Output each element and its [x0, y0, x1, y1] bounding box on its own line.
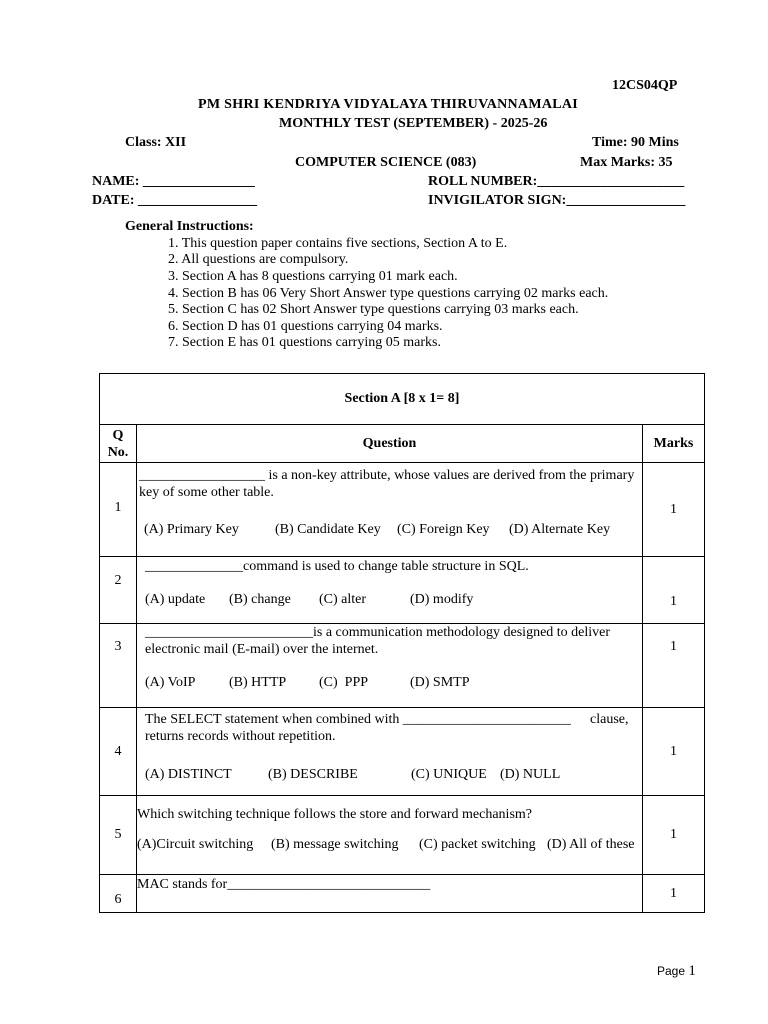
question-cell	[137, 708, 643, 796]
question-text: electronic mail (E-mail) over the internet.	[145, 642, 379, 657]
section-a-table	[99, 373, 705, 913]
option-c: (C) packet switching	[419, 837, 536, 852]
instruction-item: 5. Section C has 02 Short Answer type questions carrying 03 marks each.	[168, 302, 579, 317]
option-b: (B) message switching	[271, 837, 399, 852]
marks-value: 1	[643, 463, 705, 557]
instruction-item: 3. Section A has 8 questions carrying 01 mark each.	[168, 269, 458, 284]
option-a: (A) VoIP	[145, 675, 196, 690]
option-b: (B) HTTP	[229, 675, 287, 690]
question-text: __________________ is a non-key attribute, whose values are derived from the primary	[139, 468, 635, 483]
question-text: Which switching technique follows the store and forward mechanism?	[137, 807, 532, 822]
max-marks-label: Max Marks: 35	[580, 155, 673, 170]
question-text: returns records without repetition.	[145, 729, 336, 744]
question-number: 3	[100, 624, 137, 708]
instruction-item: 6. Section D has 01 questions carrying 04 marks.	[168, 319, 443, 334]
option-d: (D) SMTP	[410, 675, 470, 690]
table-row	[100, 708, 705, 796]
options-row	[145, 674, 642, 691]
option-d: (D) NULL	[500, 767, 561, 782]
question-number: 2	[100, 557, 137, 624]
option-b: (B) DESCRIBE	[268, 767, 358, 782]
col-header-qno: Q No.	[100, 425, 137, 463]
table-row	[100, 557, 705, 624]
options-row	[145, 766, 642, 783]
question-text: ________________________is a communication methodology designed to deliver	[145, 625, 611, 640]
marks-value: 1	[643, 708, 705, 796]
question-cell	[137, 463, 643, 557]
paper-code: 12CS04QP	[612, 78, 678, 93]
question-text: ______________command is used to change table structure in SQL.	[145, 559, 529, 574]
question-cell	[137, 796, 643, 875]
question-cell	[137, 624, 643, 708]
marks-value: 1	[643, 875, 705, 913]
subject-label: COMPUTER SCIENCE (083)	[295, 155, 477, 170]
name-field: NAME: ________________	[92, 174, 255, 189]
col-header-question: Question	[137, 425, 643, 463]
question-number: 5	[100, 796, 137, 875]
table-row	[100, 463, 705, 557]
option-d: (D) All of these	[547, 837, 635, 852]
option-c: (C) UNIQUE	[411, 767, 487, 782]
option-b: (B) change	[229, 592, 291, 607]
table-row	[100, 624, 705, 708]
marks-value: 1	[643, 796, 705, 875]
option-d: (D) modify	[410, 592, 474, 607]
invigilator-sign-field: INVIGILATOR SIGN:_________________	[428, 193, 686, 208]
question-cell	[137, 557, 643, 624]
date-field: DATE: _________________	[92, 193, 258, 208]
section-a-title: Section A [8 x 1= 8]	[100, 374, 705, 425]
question-number: 1	[100, 463, 137, 557]
options-row	[145, 591, 642, 608]
time-label: Time: 90 Mins	[592, 135, 679, 150]
page-label: Page	[657, 964, 686, 978]
question-text-main: The SELECT statement when combined with ________________________	[145, 712, 571, 727]
options-row	[137, 836, 642, 853]
question-text-end: clause,	[590, 712, 629, 727]
question-cell	[137, 875, 643, 913]
instruction-item: 4. Section B has 06 Very Short Answer type questions carrying 02 marks each.	[168, 286, 609, 301]
option-c: (C) Foreign Key	[397, 522, 490, 537]
option-a: (A) Primary Key	[144, 522, 239, 537]
option-d: (D) Alternate Key	[509, 522, 611, 537]
instruction-item: 1. This question paper contains five sections, Section A to E.	[168, 236, 508, 251]
table-row	[100, 875, 705, 913]
marks-value: 1	[643, 557, 705, 624]
option-b: (B) Candidate Key	[275, 522, 381, 537]
option-c: (C) PPP	[319, 675, 369, 690]
question-text: MAC stands for_____________________________	[137, 877, 431, 892]
question-number: 4	[100, 708, 137, 796]
question-number: 6	[100, 875, 137, 913]
option-a: (A)Circuit switching	[137, 837, 254, 852]
test-title: MONTHLY TEST (SEPTEMBER) - 2025-26	[279, 116, 548, 131]
col-header-marks: Marks	[643, 425, 705, 463]
option-c: (C) alter	[319, 592, 367, 607]
option-a: (A) DISTINCT	[145, 767, 232, 782]
marks-value: 1	[643, 624, 705, 708]
school-name: PM SHRI KENDRIYA VIDYALAYA THIRUVANNAMALAI	[198, 97, 579, 112]
instruction-item: 7. Section E has 01 questions carrying 05 marks.	[168, 335, 441, 350]
page-number	[657, 963, 696, 980]
instructions-title: General Instructions:	[125, 219, 254, 234]
table-row	[100, 796, 705, 875]
question-text	[145, 711, 642, 728]
page-number-value: 1	[688, 963, 696, 979]
question-text: key of some other table.	[139, 485, 274, 500]
options-row	[139, 521, 642, 538]
instruction-item: 2. All questions are compulsory.	[168, 252, 349, 267]
option-a: (A) update	[145, 592, 206, 607]
roll-number-field: ROLL NUMBER:_____________________	[428, 174, 685, 189]
class-label: Class: XII	[125, 135, 187, 150]
